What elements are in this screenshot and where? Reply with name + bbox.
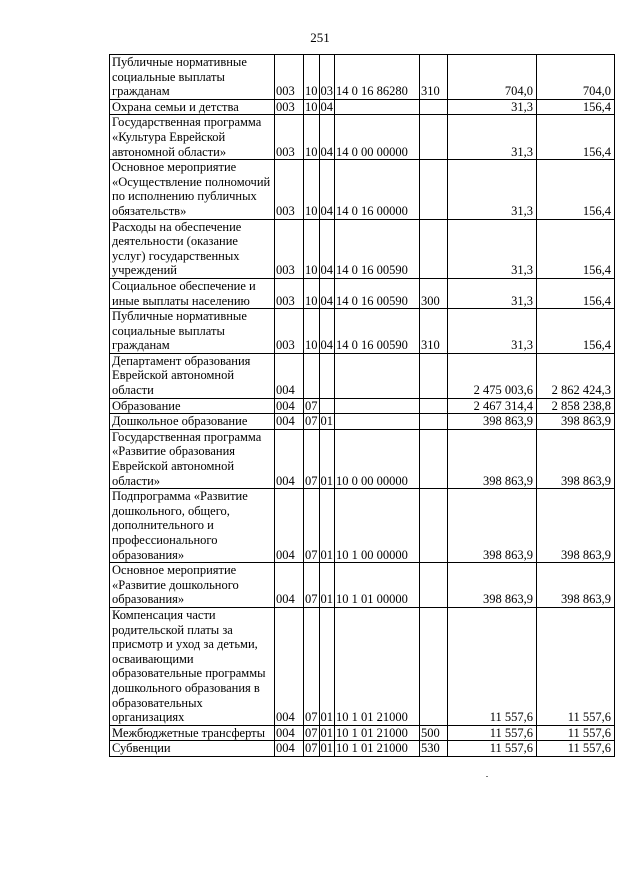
target-article-code: 14 0 16 86280 [335, 55, 420, 100]
expense-kind-code [420, 115, 448, 160]
expense-kind-code [420, 489, 448, 563]
amount-second-year: 2 862 424,3 [537, 353, 615, 398]
row-name: Подпрограмма «Развитие дошкольного, общего, дополнительного и профессионального образования» [110, 489, 275, 563]
table-row [110, 429, 615, 488]
subsection-code: 01 [319, 429, 335, 488]
row-name: Государственная программа «Культура Еврейской автономной области» [110, 115, 275, 160]
subsection-code: 04 [319, 309, 335, 354]
subsection-code: 01 [319, 563, 335, 608]
target-article-code: 10 0 00 00000 [335, 429, 420, 488]
target-article-code: 10 1 01 21000 [335, 725, 420, 741]
budget-table [109, 54, 615, 757]
amount-second-year: 156,4 [537, 309, 615, 354]
expense-kind-code [420, 398, 448, 414]
expense-kind-code [420, 99, 448, 115]
section-code: 10 [304, 219, 320, 278]
amount-second-year: 704,0 [537, 55, 615, 100]
section-code: 10 [304, 115, 320, 160]
expense-kind-code [420, 219, 448, 278]
subsection-code: 04 [319, 115, 335, 160]
subsection-code: 01 [320, 414, 333, 429]
target-article-code: 10 1 01 21000 [335, 607, 420, 725]
table-body [110, 55, 615, 757]
amount-second-year: 398 863,9 [537, 429, 615, 488]
amount-second-year: 398 863,9 [537, 414, 615, 430]
amount-first-year: 2 475 003,6 [448, 353, 537, 398]
amount-second-year: 11 557,6 [537, 725, 615, 741]
target-article-code [335, 414, 420, 430]
table-row [110, 353, 615, 398]
section-code: 07 [304, 489, 320, 563]
amount-first-year: 11 557,6 [448, 607, 537, 725]
amount-second-year: 2 858 238,8 [537, 398, 615, 414]
amount-second-year: 11 557,6 [537, 741, 615, 757]
section-code: 07 [304, 607, 320, 725]
amount-second-year: 11 557,6 [537, 607, 615, 725]
ministry-code: 004 [275, 353, 304, 398]
subsection-code: 04 [320, 99, 333, 114]
expense-kind-code [420, 563, 448, 608]
ministry-code: 003 [275, 219, 304, 278]
section-code: 07 [304, 563, 320, 608]
ministry-code: 003 [275, 278, 304, 308]
subsection-code [319, 353, 335, 398]
ministry-code: 003 [275, 55, 304, 100]
amount-second-year: 398 863,9 [537, 489, 615, 563]
table-row [110, 563, 615, 608]
table-row [110, 99, 615, 115]
section-code: 10 [304, 160, 320, 219]
amount-second-year: 156,4 [537, 278, 615, 308]
ministry-code: 004 [275, 414, 304, 430]
page-number: 251 [310, 30, 330, 45]
amount-first-year: 31,3 [448, 99, 537, 115]
row-name: Образование [110, 398, 275, 414]
stray-mark [486, 776, 488, 777]
expense-kind-code: 310 [420, 309, 448, 354]
row-name: Охрана семьи и детства [110, 99, 275, 115]
table-row [110, 115, 615, 160]
expense-kind-code [420, 414, 448, 430]
amount-first-year: 31,3 [448, 219, 537, 278]
amount-first-year: 31,3 [448, 160, 537, 219]
target-article-code: 14 0 16 00590 [335, 309, 420, 354]
target-article-code: 10 1 01 00000 [335, 563, 420, 608]
expense-kind-code [420, 160, 448, 219]
table-row [110, 278, 615, 308]
ministry-code: 003 [275, 160, 304, 219]
amount-first-year: 31,3 [448, 278, 537, 308]
row-name: Субвенции [110, 741, 275, 757]
subsection-code: 01 [320, 725, 333, 740]
target-article-code: 14 0 16 00000 [335, 160, 420, 219]
amount-first-year: 704,0 [448, 55, 537, 100]
section-code: 07 [305, 398, 318, 413]
amount-first-year: 31,3 [448, 115, 537, 160]
target-article-code [335, 353, 420, 398]
row-name: Публичные нормативные социальные выплаты гражданам [110, 309, 275, 354]
row-name: Основное мероприятие «Развитие дошкольного образования» [110, 563, 275, 608]
table-row [110, 607, 615, 725]
subsection-code: 04 [319, 278, 335, 308]
table-row [110, 309, 615, 354]
row-name: Расходы на обеспечение деятельности (оказание услуг) государственных учреждений [110, 219, 275, 278]
section-code: 07 [305, 414, 318, 429]
table-row [110, 160, 615, 219]
amount-first-year: 398 863,9 [448, 429, 537, 488]
subsection-code: 01 [320, 741, 333, 756]
ministry-code: 003 [275, 115, 304, 160]
ministry-code: 004 [275, 741, 304, 757]
target-article-code [335, 398, 420, 414]
table-row [110, 489, 615, 563]
row-name: Дошкольное образование [110, 414, 275, 430]
ministry-code: 004 [275, 607, 304, 725]
target-article-code: 14 0 16 00590 [335, 278, 420, 308]
row-name: Компенсация части родительской платы за присмотр и уход за детьми, осваивающими образовательные программы дошкольного образования в образовательных организациях [110, 607, 275, 725]
target-article-code: 14 0 16 00590 [335, 219, 420, 278]
subsection-code: 01 [319, 489, 335, 563]
section-code: 10 [304, 309, 320, 354]
amount-first-year: 11 557,6 [448, 741, 537, 757]
row-name: Межбюджетные трансферты [110, 725, 275, 741]
ministry-code: 004 [275, 429, 304, 488]
row-name: Департамент образования Еврейской автономной области [110, 353, 275, 398]
section-code: 10 [304, 55, 320, 100]
row-name: Публичные нормативные социальные выплаты гражданам [110, 55, 275, 100]
table-row [110, 398, 615, 414]
table-row [110, 725, 615, 741]
amount-second-year: 156,4 [537, 115, 615, 160]
amount-first-year: 2 467 314,4 [448, 398, 537, 414]
expense-kind-code: 530 [420, 741, 448, 757]
target-article-code: 10 1 00 00000 [335, 489, 420, 563]
subsection-code: 04 [319, 160, 335, 219]
table-row [110, 741, 615, 757]
section-code: 07 [305, 741, 318, 756]
section-code: 07 [304, 429, 320, 488]
target-article-code: 10 1 01 21000 [335, 741, 420, 757]
amount-first-year: 398 863,9 [448, 414, 537, 430]
row-name: Основное мероприятие «Осуществление полномочий по исполнению публичных обязательств» [110, 160, 275, 219]
expense-kind-code [420, 353, 448, 398]
subsection-code [319, 398, 335, 414]
section-code: 10 [305, 99, 318, 114]
expense-kind-code: 310 [420, 55, 448, 100]
amount-second-year: 156,4 [537, 219, 615, 278]
table-row [110, 55, 615, 100]
subsection-code: 01 [319, 607, 335, 725]
ministry-code: 004 [275, 725, 304, 741]
ministry-code: 003 [275, 309, 304, 354]
expense-kind-code: 500 [420, 725, 448, 741]
amount-first-year: 11 557,6 [448, 725, 537, 741]
expense-kind-code [420, 607, 448, 725]
table-row [110, 414, 615, 430]
amount-second-year: 156,4 [537, 99, 615, 115]
target-article-code: 14 0 00 00000 [335, 115, 420, 160]
amount-first-year: 398 863,9 [448, 489, 537, 563]
section-code [304, 353, 320, 398]
expense-kind-code: 300 [420, 278, 448, 308]
ministry-code: 004 [275, 489, 304, 563]
section-code: 10 [304, 278, 320, 308]
amount-first-year: 31,3 [448, 309, 537, 354]
subsection-code: 03 [319, 55, 335, 100]
table-row [110, 219, 615, 278]
amount-second-year: 156,4 [537, 160, 615, 219]
ministry-code: 003 [275, 99, 304, 115]
ministry-code: 004 [275, 398, 304, 414]
target-article-code [335, 99, 420, 115]
expense-kind-code [420, 429, 448, 488]
amount-second-year: 398 863,9 [537, 563, 615, 608]
section-code: 07 [305, 725, 318, 740]
row-name: Социальное обеспечение и иные выплаты населению [110, 278, 275, 308]
ministry-code: 004 [275, 563, 304, 608]
amount-first-year: 398 863,9 [448, 563, 537, 608]
row-name: Государственная программа «Развитие образования Еврейской автономной области» [110, 429, 275, 488]
subsection-code: 04 [319, 219, 335, 278]
